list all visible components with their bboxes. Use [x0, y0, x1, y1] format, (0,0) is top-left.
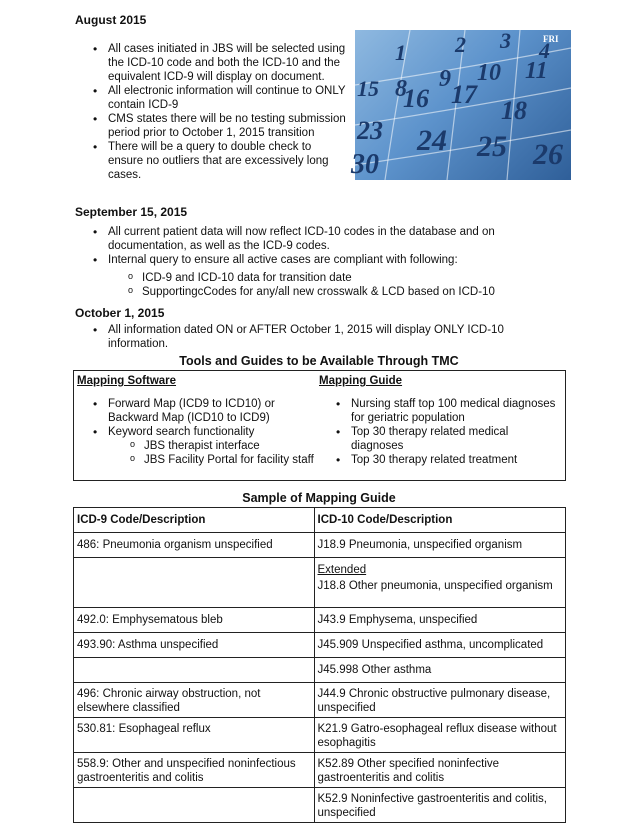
- list-item: • All current patient data will now reflect ICD-10 codes in the database and on documentation, as well as the ICD-9 codes.: [108, 225, 528, 253]
- calendar-number: 16: [403, 84, 429, 113]
- october-heading: October 1, 2015: [75, 306, 165, 320]
- list-item: • Nursing staff top 100 medical diagnoses for geriatric population: [351, 397, 556, 425]
- table-header-icd9: ICD-9 Code/Description: [74, 508, 315, 533]
- calendar-number: 9: [439, 66, 451, 92]
- mapping-software-list: [108, 397, 308, 439]
- table-cell-text: J18.8 Other pneumonia, unspecified organism: [317, 580, 553, 592]
- mapping-guide-heading: Mapping Guide: [319, 375, 403, 387]
- extended-label: Extended: [317, 564, 367, 576]
- table-row: [74, 683, 566, 718]
- list-item: • All cases initiated in JBS will be selected using the ICD-10 code and both the ICD-10 and the equivalent ICD-9 will display on document.: [108, 42, 348, 84]
- calendar-number: 17: [451, 80, 477, 109]
- table-cell: K52.9 Noninfective gastroenteritis and colitis, unspecified: [314, 788, 565, 823]
- table-row: [74, 753, 566, 788]
- table-row: [74, 558, 566, 608]
- calendar-number: 1: [395, 40, 406, 65]
- table-cell: [74, 658, 315, 683]
- list-item: • All electronic information will continue to ONLY contain ICD-9: [108, 84, 348, 112]
- table-cell: J44.9 Chronic obstructive pulmonary disease, unspecified: [314, 683, 565, 718]
- september-sub-bullets: [142, 271, 542, 299]
- table-cell: K21.9 Gatro-esophageal reflux disease without esophagitis: [314, 718, 565, 753]
- calendar-number: 11: [525, 58, 548, 84]
- list-item: • Keyword search functionality: [108, 425, 308, 439]
- list-item: o SupportingcCodes for any/all new crosswalk & LCD based on ICD-10: [142, 285, 542, 299]
- calendar-number: 2: [455, 32, 466, 57]
- table-cell: J43.9 Emphysema, unspecified: [314, 608, 565, 633]
- calendar-number: 25: [477, 130, 507, 163]
- september-bullets: [108, 225, 528, 267]
- october-bullets: [108, 323, 538, 351]
- august-bullets: [108, 42, 348, 182]
- mapping-software-heading: Mapping Software: [77, 375, 177, 387]
- table-row: [74, 633, 566, 658]
- calendar-day-label: FRI: [543, 34, 559, 44]
- calendar-number: 23: [357, 116, 383, 145]
- calendar-number: 3: [500, 28, 511, 53]
- calendar-number: 26: [533, 138, 563, 171]
- mapping-table: [73, 507, 566, 823]
- table-cell: [74, 788, 315, 823]
- calendar-number: 30: [351, 149, 379, 180]
- table-cell: [314, 558, 565, 608]
- table-row: [74, 788, 566, 823]
- calendar-number: 15: [357, 76, 379, 101]
- table-cell: J18.9 Pneumonia, unspecified organism: [314, 533, 565, 558]
- table-cell: 492.0: Emphysematous bleb: [74, 608, 315, 633]
- list-item: • All information dated ON or AFTER October 1, 2015 will display ONLY ICD-10 information.: [108, 323, 538, 351]
- list-item: o JBS Facility Portal for facility staff: [144, 453, 314, 467]
- calendar-number: 8: [395, 76, 407, 102]
- table-header-row: [74, 508, 566, 533]
- table-cell: 486: Pneumonia organism unspecified: [74, 533, 315, 558]
- mapping-guide-list: [351, 397, 556, 467]
- list-item: • Top 30 therapy related medical diagnoses: [351, 425, 556, 453]
- table-row: [74, 718, 566, 753]
- table-row: [74, 533, 566, 558]
- table-cell: 493.90: Asthma unspecified: [74, 633, 315, 658]
- table-cell: J45.909 Unspecified asthma, uncomplicated: [314, 633, 565, 658]
- september-heading: September 15, 2015: [75, 205, 188, 219]
- table-cell: J45.998 Other asthma: [314, 658, 565, 683]
- table-cell: [74, 558, 315, 608]
- list-item: o ICD-9 and ICD-10 data for transition date: [142, 271, 542, 285]
- table-header-icd10: ICD-10 Code/Description: [314, 508, 565, 533]
- august-heading: August 2015: [75, 13, 147, 27]
- table-row: [74, 608, 566, 633]
- list-item: • Top 30 therapy related treatment: [351, 453, 556, 467]
- list-item: • CMS states there will be no testing submission period prior to October 1, 2015 transition: [108, 112, 348, 140]
- calendar-number: 4: [539, 38, 550, 63]
- table-cell: K52.89 Other specified noninfective gastroenteritis and colitis: [314, 753, 565, 788]
- list-item: o JBS therapist interface: [144, 439, 314, 453]
- tools-box: [73, 370, 566, 481]
- sample-title: Sample of Mapping Guide: [242, 491, 396, 505]
- table-cell: 496: Chronic airway obstruction, not elsewhere classified: [74, 683, 315, 718]
- tools-title: Tools and Guides to be Available Through TMC: [179, 354, 459, 368]
- list-item: • There will be a query to double check to ensure no outliers that are excessively long cases.: [108, 140, 348, 182]
- list-item: • Internal query to ensure all active cases are compliant with following:: [108, 253, 528, 267]
- calendar-image: [351, 28, 571, 180]
- mapping-software-sub-list: [144, 439, 314, 467]
- calendar-number: 24: [417, 124, 447, 157]
- table-cell: 558.9: Other and unspecified noninfectious gastroenteritis and colitis: [74, 753, 315, 788]
- calendar-number: 10: [477, 60, 501, 86]
- table-row: [74, 658, 566, 683]
- calendar-number: 18: [501, 96, 527, 125]
- table-cell: 530.81: Esophageal reflux: [74, 718, 315, 753]
- list-item: • Forward Map (ICD9 to ICD10) or Backward Map (ICD10 to ICD9): [108, 397, 308, 425]
